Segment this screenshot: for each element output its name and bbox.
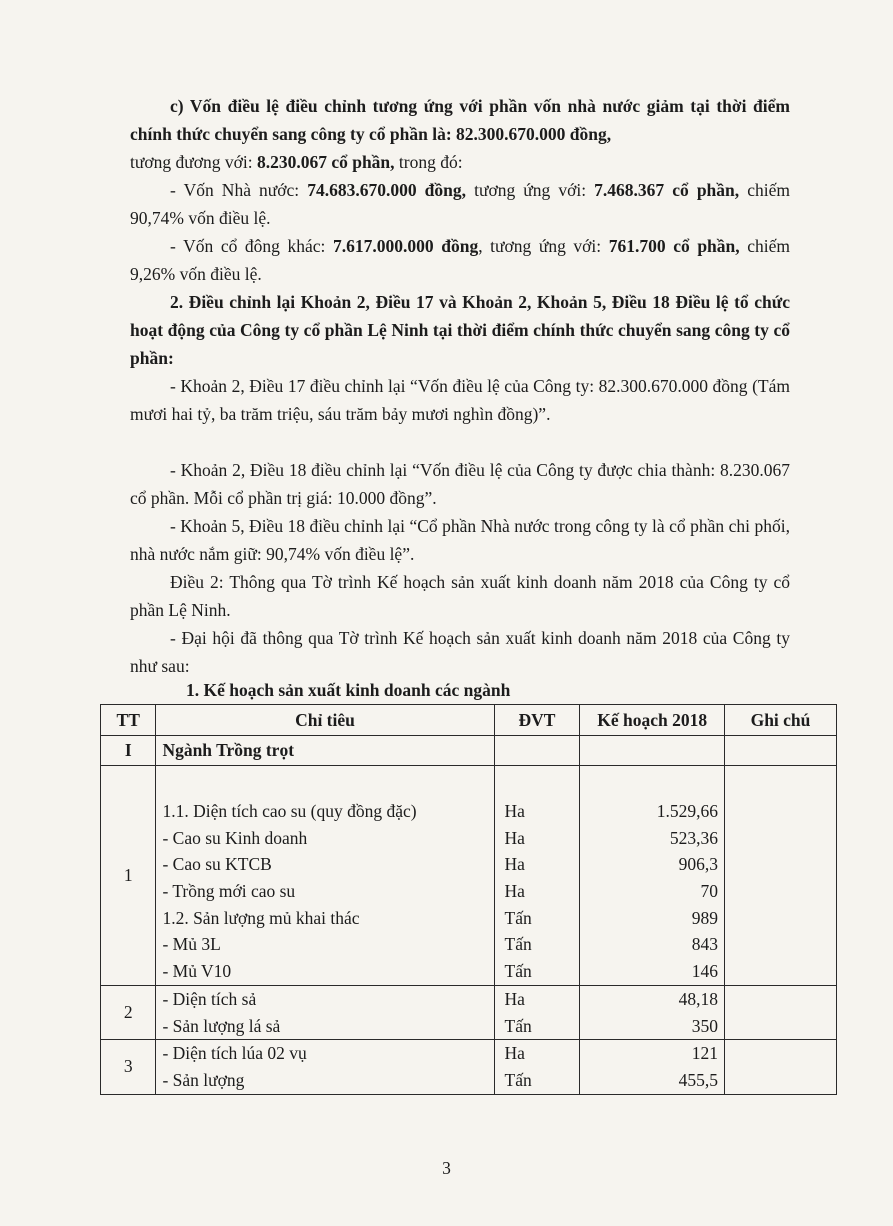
group-tt: 1 [101,766,156,986]
row-unit: Ha [504,854,525,875]
row-label: - Trồng mới cao su [162,881,296,902]
row-unit: Tấn [504,934,532,955]
group-tt: 3 [101,1040,156,1094]
header-dvt: ĐVT [494,705,580,736]
paragraph-approval: - Đại hội đã thông qua Tờ trình Kế hoạch sản xuất kinh doanh năm 2018 của Công ty như sau: [130,628,790,676]
row-label: - Diện tích sả [162,988,257,1009]
row-value: 906,3 [678,854,718,875]
row-unit: Ha [504,881,525,902]
row-label: - Mủ V10 [162,961,232,982]
row-value: 121 [691,1043,718,1064]
row-value: 455,5 [678,1069,718,1090]
paragraph-article-17-clause-2: - Khoản 2, Điều 17 điều chỉnh lại “Vốn điều lệ của Công ty: 82.300.670.000 đồng (Tám mươi hai tỷ, ba trăm triệu, sáu trăm bảy mươi nghìn đồng)”. [130,376,790,424]
row-value: 523,36 [669,827,718,848]
row-label: - Mủ 3L [162,934,221,955]
paragraph-article-18-clause-5: - Khoản 5, Điều 18 điều chỉnh lại “Cổ phần Nhà nước trong công ty là cổ phần chi phối, nhà nước nắm giữ: 90,74% vốn điều lệ”. [130,516,790,564]
header-chitieu: Chỉ tiêu [156,705,494,736]
header-ghichu: Ghi chú [724,705,836,736]
row-value: 843 [691,934,718,955]
group-tt: 2 [101,985,156,1039]
paragraph-other-shareholders: - Vốn cổ đông khác: 7.617.000.000 đồng, tương ứng với: 761.700 cổ phần, chiếm 9,26% vốn điều lệ. [130,236,791,284]
row-label: - Cao su KTCB [162,854,272,875]
section-row [101,736,837,766]
paragraph-article-18-clause-2: - Khoản 2, Điều 18 điều chỉnh lại “Vốn điều lệ của Công ty được chia thành: 8.230.067 cổ phần. Mỗi cổ phần trị giá: 10.000 đồng”. [130,460,790,508]
row-unit: Tấn [504,1069,532,1090]
section-tt: I [101,736,156,766]
section-name: Ngành Trồng trọt [156,736,494,766]
row-label: - Sản lượng lá sả [162,1015,281,1036]
row-unit: Tấn [504,1015,532,1036]
row-unit: Ha [504,1043,525,1064]
row-unit: Tấn [504,907,532,928]
row-label: 1.2. Sản lượng mủ khai thác [162,907,360,928]
header-kehoach: Kế hoạch 2018 [580,705,725,736]
row-value: 146 [691,961,718,982]
row-value: 70 [700,881,718,902]
row-value: 48,18 [678,988,718,1009]
row-unit: Tấn [504,961,532,982]
plan-title: 1. Kế hoạch sản xuất kinh doanh các ngành [186,680,511,700]
row-value: 989 [691,907,718,928]
table-header-row [101,705,837,736]
row-label: - Diện tích lúa 02 vụ [162,1043,307,1064]
row-label: - Cao su Kinh doanh [162,827,308,848]
paragraph-state-capital: - Vốn Nhà nước: 74.683.670.000 đồng, tương ứng với: 7.468.367 cổ phần, chiếm 90,74% vốn điều lệ. [130,180,790,228]
table-row-group-2 [101,985,837,1039]
table-row-group-1 [101,766,837,986]
row-value: 350 [691,1015,718,1036]
production-plan-table [100,704,837,1095]
row-unit: Ha [504,827,525,848]
row-value: 1.529,66 [656,801,718,821]
paragraph-article-2: Điều 2: Thông qua Tờ trình Kế hoạch sản xuất kinh doanh năm 2018 của Công ty cổ phần Lệ Ninh. [130,572,790,620]
header-tt: TT [101,705,156,736]
row-label: 1.1. Diện tích cao su (quy đồng đặc) [162,801,417,821]
row-unit: Ha [504,801,525,821]
row-unit: Ha [504,988,525,1009]
row-label: - Sản lượng [162,1069,245,1090]
page-number: 3 [442,1158,451,1178]
section-2-heading: 2. Điều chỉnh lại Khoản 2, Điều 17 và Khoản 2, Khoản 5, Điều 18 Điều lệ tổ chức hoạt động của Công ty cổ phần Lệ Ninh tại thời điểm chính thức chuyển sang công ty cổ phần: [130,292,790,368]
table-row-group-3 [101,1040,837,1094]
paragraph-charter-capital: c) Vốn điều lệ điều chỉnh tương ứng với phần vốn nhà nước giảm tại thời điểm chính thức chuyển sang công ty cổ phần là: 82.300.670.000 đồng, tương đương với: 8.230.067 cổ phần, trong đó: [130,96,790,172]
